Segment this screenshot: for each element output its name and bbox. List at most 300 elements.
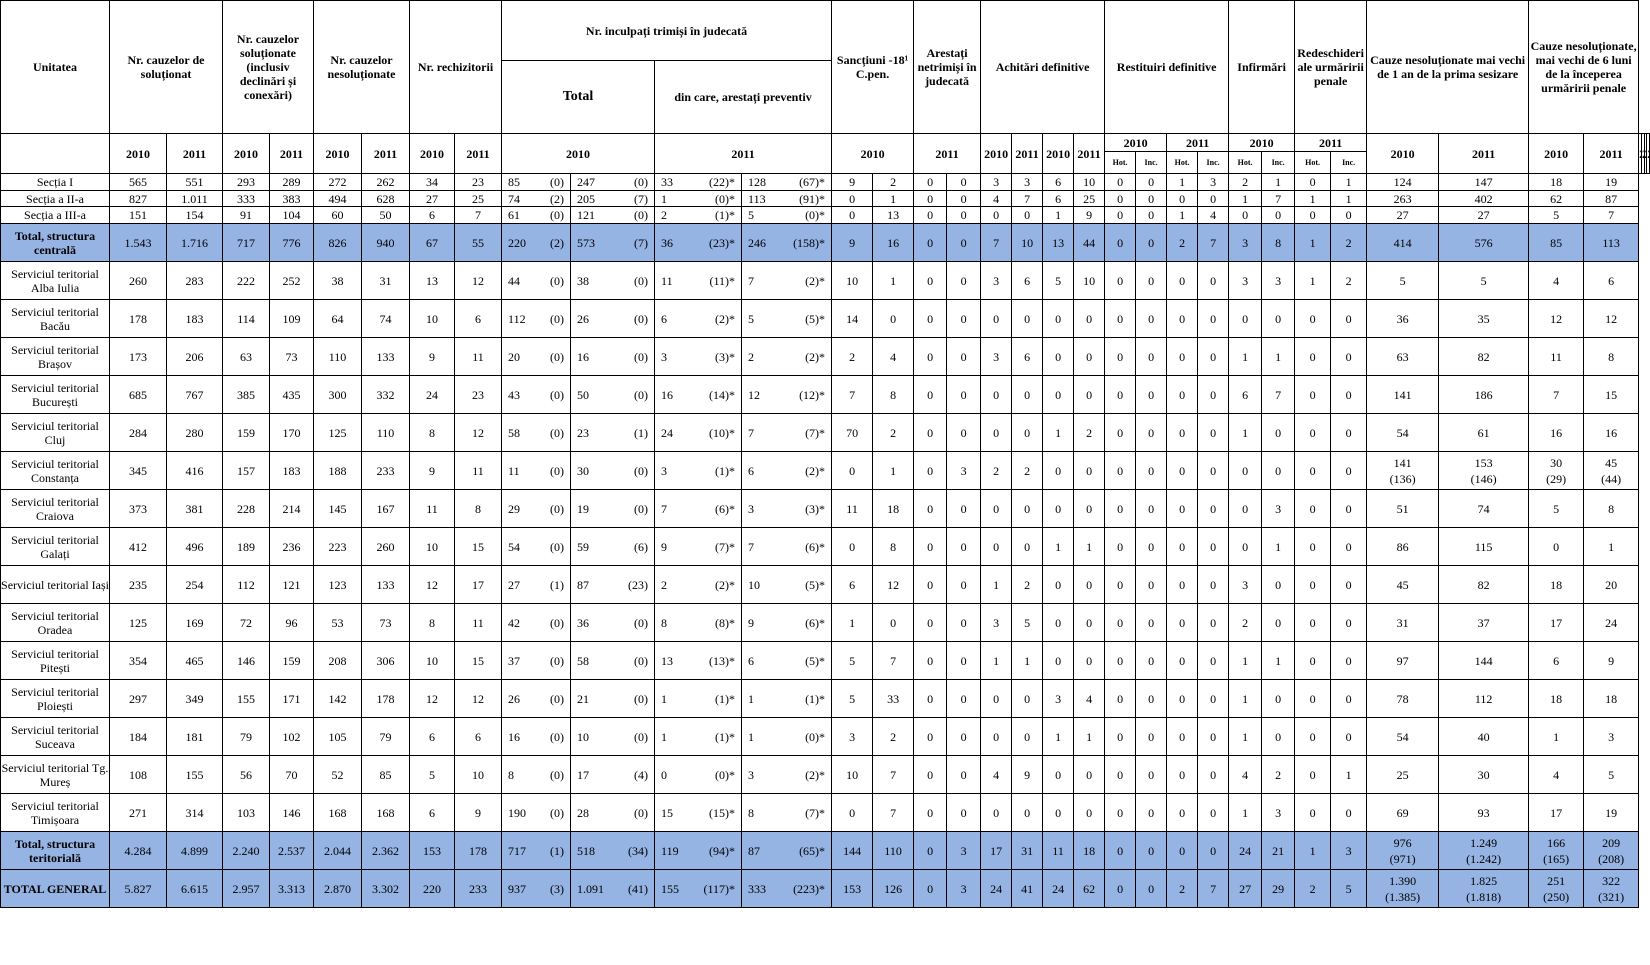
value-cell: 5.827: [110, 870, 167, 908]
value-cell: 17: [1529, 794, 1584, 832]
value-cell: 0: [947, 207, 981, 224]
value-cell: 2: [1167, 224, 1198, 262]
header-restituiri: Restituiri definitive: [1105, 1, 1229, 134]
value-cell: 45: [1367, 566, 1439, 604]
value-cell: 9: [1584, 642, 1639, 680]
value-cell: 15: [1584, 376, 1639, 414]
value-paren: (0): [550, 311, 565, 326]
year-header: 2011: [1074, 134, 1105, 174]
value-cell: 0: [1074, 490, 1105, 528]
year-header: 2011: [1439, 134, 1529, 174]
value-cell: 91: [223, 207, 270, 224]
value-pair-cell: [502, 756, 571, 794]
value-cell: 9: [410, 338, 455, 376]
value-cell: 18: [1529, 566, 1584, 604]
value-paren: (0): [550, 653, 565, 668]
value-cell: 0: [914, 794, 947, 832]
value-cell: 494: [314, 191, 362, 207]
value-cell: 141 (136): [1367, 452, 1439, 490]
value-cell: 23: [455, 174, 502, 191]
value-cell: 8: [1584, 338, 1639, 376]
value-cell: 6: [1012, 262, 1043, 300]
value-cell: 0: [1229, 528, 1262, 566]
value-cell: 0: [1295, 376, 1331, 414]
value-cell: 0: [1331, 300, 1367, 338]
value-cell: 0: [1198, 680, 1229, 718]
value-cell: 12: [1584, 300, 1639, 338]
value-cell: 27: [1229, 870, 1262, 908]
value-cell: 102: [270, 718, 314, 756]
value-paren: (1)*: [715, 729, 736, 744]
value-cell: 108: [110, 756, 167, 794]
value-cell: 412: [110, 528, 167, 566]
value-cell: 0: [914, 191, 947, 207]
value-cell: 0: [1105, 300, 1136, 338]
value-pair-cell: [571, 604, 655, 642]
value-cell: 24: [1229, 832, 1262, 870]
value-cell: 4: [1529, 262, 1584, 300]
value-main: 10: [577, 729, 590, 744]
value-cell: 289: [270, 174, 314, 191]
value-cell: 0: [1074, 794, 1105, 832]
value-cell: 0: [1262, 452, 1295, 490]
value-cell: 0: [1136, 794, 1167, 832]
value-cell: 551: [167, 174, 223, 191]
value-cell: 12: [455, 414, 502, 452]
value-cell: 79: [223, 718, 270, 756]
value-cell: 12: [873, 566, 914, 604]
value-cell: 0: [832, 191, 873, 207]
value-paren: (1)*: [715, 691, 736, 706]
value-cell: 27: [410, 191, 455, 207]
value-pair-cell: [502, 718, 571, 756]
value-cell: 12: [455, 262, 502, 300]
value-cell: 496: [167, 528, 223, 566]
value-paren: (23)*: [709, 235, 736, 250]
value-cell: 333: [223, 191, 270, 207]
value-cell: 0: [1331, 528, 1367, 566]
value-cell: 2: [873, 414, 914, 452]
value-cell: 976 (971): [1367, 832, 1439, 870]
value-main: 3: [748, 767, 755, 782]
value-cell: 0: [1262, 207, 1295, 224]
value-main: 6: [748, 463, 755, 478]
header-inculpati-arestati: din care, arestați preventiv: [655, 61, 832, 134]
value-cell: 0: [1198, 452, 1229, 490]
value-cell: 236: [270, 528, 314, 566]
value-cell: 2: [873, 174, 914, 191]
value-main: 5: [748, 208, 755, 222]
value-cell: 2: [1074, 414, 1105, 452]
table-row: [1, 414, 1650, 452]
value-main: 13: [661, 653, 674, 668]
value-cell: 31: [1367, 604, 1439, 642]
value-pair-cell: [655, 338, 742, 376]
value-cell: 767: [167, 376, 223, 414]
value-cell: 2: [1229, 604, 1262, 642]
value-cell: 97: [1367, 642, 1439, 680]
value-pair-cell: [742, 794, 832, 832]
value-cell: 10: [1074, 174, 1105, 191]
value-cell: 3: [1584, 718, 1639, 756]
value-cell: 2.240: [223, 832, 270, 870]
value-cell: 0: [1198, 604, 1229, 642]
value-pair-cell: [655, 604, 742, 642]
value-cell: 44: [1074, 224, 1105, 262]
year-header: 2010: [1367, 134, 1439, 174]
table-row: [1, 207, 1650, 224]
value-cell: 0: [873, 604, 914, 642]
value-pair-cell: [571, 452, 655, 490]
value-pair-cell: [742, 224, 832, 262]
value-main: 119: [661, 843, 679, 858]
year-header: 2010: [1229, 134, 1295, 152]
value-cell: 31: [362, 262, 410, 300]
value-cell: 385: [223, 376, 270, 414]
value-main: 2: [661, 577, 668, 592]
value-cell: 33: [873, 680, 914, 718]
value-cell: 0: [947, 300, 981, 338]
value-cell: 21: [1262, 832, 1295, 870]
value-paren: (158)*: [793, 235, 826, 250]
year-header: 2010: [314, 134, 362, 174]
value-main: 1: [661, 729, 668, 744]
value-cell: 10: [410, 300, 455, 338]
value-main: 58: [577, 653, 590, 668]
value-cell: 24: [1043, 870, 1074, 908]
value-paren: (0): [550, 425, 565, 440]
value-cell: 112: [223, 566, 270, 604]
value-cell: 85: [362, 756, 410, 794]
value-cell: 2.044: [314, 832, 362, 870]
value-pair-cell: [655, 414, 742, 452]
value-cell: 0: [1043, 566, 1074, 604]
value-cell: 0: [947, 794, 981, 832]
value-cell: 0: [1198, 566, 1229, 604]
value-cell: 0: [1295, 794, 1331, 832]
value-cell: 0: [1229, 452, 1262, 490]
value-main: 8: [508, 767, 515, 782]
value-cell: 1: [1229, 718, 1262, 756]
value-cell: 254: [167, 566, 223, 604]
value-cell: 0: [1198, 262, 1229, 300]
header-achitari: Achitări definitive: [981, 1, 1105, 134]
value-cell: 8: [410, 604, 455, 642]
value-main: 113: [748, 191, 766, 206]
value-cell: 223: [314, 528, 362, 566]
value-paren: (0): [550, 691, 565, 706]
value-cell: 0: [1198, 642, 1229, 680]
value-cell: 1.716: [167, 224, 223, 262]
value-paren: (0): [634, 805, 649, 820]
value-pair-cell: [655, 832, 742, 870]
value-cell: 1: [981, 642, 1012, 680]
value-cell: 0: [1043, 490, 1074, 528]
value-cell: 0: [1136, 414, 1167, 452]
value-cell: 0: [1043, 376, 1074, 414]
value-cell: 0: [1167, 490, 1198, 528]
value-cell: 0: [914, 642, 947, 680]
header-unit-blank: [1, 134, 110, 174]
value-cell: 0: [1105, 680, 1136, 718]
value-paren: (0): [550, 805, 565, 820]
value-cell: 0: [1136, 566, 1167, 604]
value-main: 8: [748, 805, 755, 820]
value-main: 21: [577, 691, 590, 706]
value-main: 42: [508, 615, 521, 630]
value-paren: (0): [634, 653, 649, 668]
value-cell: 1: [1262, 528, 1295, 566]
value-paren: (2): [550, 191, 565, 206]
value-cell: 141: [1367, 376, 1439, 414]
value-cell: 31: [1012, 832, 1043, 870]
header-rechizitorii: Nr. rechizitorii: [410, 1, 502, 134]
value-main: 205: [577, 191, 596, 206]
table-row-total: [1, 832, 1650, 870]
value-cell: 0: [947, 414, 981, 452]
value-pair-cell: [742, 642, 832, 680]
value-main: 24: [661, 425, 674, 440]
value-cell: 13: [873, 207, 914, 224]
value-pair-cell: [502, 300, 571, 338]
value-main: 128: [748, 175, 767, 189]
value-cell: 0: [1105, 794, 1136, 832]
value-cell: 0: [832, 794, 873, 832]
value-cell: 4: [1198, 207, 1229, 224]
value-cell: 5: [1331, 870, 1367, 908]
value-pair-cell: [571, 566, 655, 604]
value-cell: 3.302: [362, 870, 410, 908]
value-cell: 30 (29): [1529, 452, 1584, 490]
value-cell: 235: [110, 566, 167, 604]
value-cell: 50: [362, 207, 410, 224]
value-main: 220: [508, 235, 527, 250]
value-cell: 0: [1167, 452, 1198, 490]
table-row: [1, 262, 1650, 300]
value-cell: 7: [1198, 224, 1229, 262]
value-cell: 0: [1136, 191, 1167, 207]
value-cell: 4: [1229, 756, 1262, 794]
value-cell: 183: [167, 300, 223, 338]
value-cell: 12: [410, 566, 455, 604]
value-paren: (0): [550, 175, 565, 189]
value-paren: (67)*: [799, 175, 826, 189]
value-paren: (2)*: [805, 463, 826, 478]
value-cell: 0: [914, 338, 947, 376]
value-cell: 3: [947, 870, 981, 908]
value-paren: (5)*: [805, 577, 826, 592]
value-pair-cell: [742, 191, 832, 207]
value-cell: 34: [410, 174, 455, 191]
value-paren: (0): [634, 691, 649, 706]
value-cell: 0: [1331, 642, 1367, 680]
value-main: 333: [748, 881, 767, 896]
value-cell: 354: [110, 642, 167, 680]
value-cell: 0: [1105, 490, 1136, 528]
value-cell: 1.249 (1.242): [1439, 832, 1529, 870]
value-cell: 55: [455, 224, 502, 262]
value-cell: 2: [1331, 224, 1367, 262]
value-cell: 0: [832, 207, 873, 224]
value-cell: 0: [1074, 452, 1105, 490]
value-pair-cell: [742, 566, 832, 604]
value-cell: 1: [981, 566, 1012, 604]
value-main: 3: [661, 349, 668, 364]
value-cell: 104: [270, 207, 314, 224]
value-paren: (22)*: [709, 175, 736, 189]
value-main: 2: [748, 349, 755, 364]
header-infirmari: Infirmări: [1229, 1, 1295, 134]
value-paren: (6)*: [715, 501, 736, 516]
year-header: 2011: [455, 134, 502, 174]
value-cell: 4: [981, 191, 1012, 207]
value-cell: 63: [223, 338, 270, 376]
value-cell: 0: [1012, 490, 1043, 528]
value-cell: 3: [981, 262, 1012, 300]
value-pair-cell: [655, 224, 742, 262]
value-cell: 6: [455, 718, 502, 756]
value-cell: 0: [1136, 338, 1167, 376]
sub-header-inc: Inc.: [1331, 152, 1367, 174]
value-cell: 827: [110, 191, 167, 207]
value-cell: 6: [410, 794, 455, 832]
value-cell: 0: [1198, 191, 1229, 207]
value-cell: 0: [1331, 680, 1367, 718]
value-main: 54: [508, 539, 521, 554]
value-cell: 19: [1584, 794, 1639, 832]
value-cell: 0: [981, 528, 1012, 566]
value-cell: 6: [1043, 191, 1074, 207]
value-cell: 1: [1262, 642, 1295, 680]
value-pair-cell: [502, 832, 571, 870]
value-main: 16: [661, 387, 674, 402]
value-cell: 188: [314, 452, 362, 490]
value-pair-cell: [502, 642, 571, 680]
value-paren: (3): [550, 881, 565, 896]
value-cell: 3: [1229, 224, 1262, 262]
value-cell: 186: [1439, 376, 1529, 414]
value-cell: 0: [947, 756, 981, 794]
value-cell: 1.543: [110, 224, 167, 262]
value-cell: 30: [1439, 756, 1529, 794]
unit-name-cell: Serviciul teritorial Brașov: [1, 338, 110, 376]
value-cell: 2: [873, 718, 914, 756]
value-cell: 0: [1167, 528, 1198, 566]
value-cell: 0: [1043, 756, 1074, 794]
value-cell: 0: [1331, 718, 1367, 756]
value-pair-cell: [502, 604, 571, 642]
value-paren: (0): [550, 273, 565, 288]
value-cell: 178: [110, 300, 167, 338]
value-cell: 3: [1229, 566, 1262, 604]
year-header: 2010: [1529, 134, 1584, 174]
value-cell: 13: [1043, 224, 1074, 262]
value-cell: 159: [270, 642, 314, 680]
value-cell: 7: [1584, 207, 1639, 224]
value-cell: 153: [832, 870, 873, 908]
value-cell: 0: [1167, 566, 1198, 604]
table-row: [1, 680, 1650, 718]
value-cell: 27: [1367, 207, 1439, 224]
value-cell: 0: [947, 680, 981, 718]
value-cell: 35: [1439, 300, 1529, 338]
value-cell: 29: [1262, 870, 1295, 908]
value-cell: 5: [410, 756, 455, 794]
value-cell: 0: [1331, 604, 1367, 642]
value-cell: 0: [1262, 414, 1295, 452]
value-cell: 0: [1012, 794, 1043, 832]
value-cell: 64: [314, 300, 362, 338]
value-main: 7: [748, 273, 755, 288]
value-cell: 0: [1105, 642, 1136, 680]
table-row: [1, 642, 1650, 680]
value-paren: (1): [550, 843, 565, 858]
value-cell: 72: [223, 604, 270, 642]
value-pair-cell: [655, 642, 742, 680]
value-cell: 0: [914, 452, 947, 490]
value-cell: 0: [1105, 224, 1136, 262]
value-cell: 0: [947, 490, 981, 528]
value-main: 33: [661, 175, 674, 189]
value-cell: 2.957: [223, 870, 270, 908]
value-cell: 96: [270, 604, 314, 642]
value-cell: 0: [1295, 490, 1331, 528]
value-cell: 2: [1012, 566, 1043, 604]
year-header: 2010: [502, 134, 655, 174]
value-cell: 155: [223, 680, 270, 718]
value-pair-cell: [742, 376, 832, 414]
header-vechi-6luni: Cauze nesoluționate, mai vechi de 6 luni de la începerea urmăririi penale: [1529, 1, 1639, 134]
year-header: 2010: [981, 134, 1012, 174]
value-cell: 3.313: [270, 870, 314, 908]
value-cell: 0: [1105, 174, 1136, 191]
value-cell: 54: [1367, 718, 1439, 756]
value-cell: 70: [832, 414, 873, 452]
value-cell: 283: [167, 262, 223, 300]
value-cell: 17: [455, 566, 502, 604]
value-cell: 11: [455, 604, 502, 642]
value-cell: 2.537: [270, 832, 314, 870]
year-header: 2010: [1043, 134, 1074, 174]
value-cell: 12: [1529, 300, 1584, 338]
value-main: 6: [748, 653, 755, 668]
value-cell: 79: [362, 718, 410, 756]
value-pair-cell: [502, 224, 571, 262]
value-paren: (11)*: [709, 273, 736, 288]
value-cell: 113: [1584, 224, 1639, 262]
value-pair-cell: [742, 756, 832, 794]
value-pair-cell: [571, 756, 655, 794]
value-cell: 8: [873, 376, 914, 414]
value-cell: 293: [223, 174, 270, 191]
unit-name-cell: Secția I: [1, 174, 110, 191]
value-cell: 8: [1584, 490, 1639, 528]
value-cell: 0: [914, 832, 947, 870]
header-inculpati-total: Total: [502, 61, 655, 134]
value-cell: 0: [914, 718, 947, 756]
year-header: 2010: [832, 134, 914, 174]
value-cell: 82: [1439, 338, 1529, 376]
value-cell: 314: [167, 794, 223, 832]
value-cell: 322 (321): [1584, 870, 1639, 908]
value-cell: 0: [1136, 262, 1167, 300]
table-row: [1, 376, 1650, 414]
value-cell: 206: [167, 338, 223, 376]
value-cell: 0: [1136, 174, 1167, 191]
value-paren: (0): [550, 767, 565, 782]
value-cell: 133: [362, 338, 410, 376]
value-cell: 0: [1198, 794, 1229, 832]
